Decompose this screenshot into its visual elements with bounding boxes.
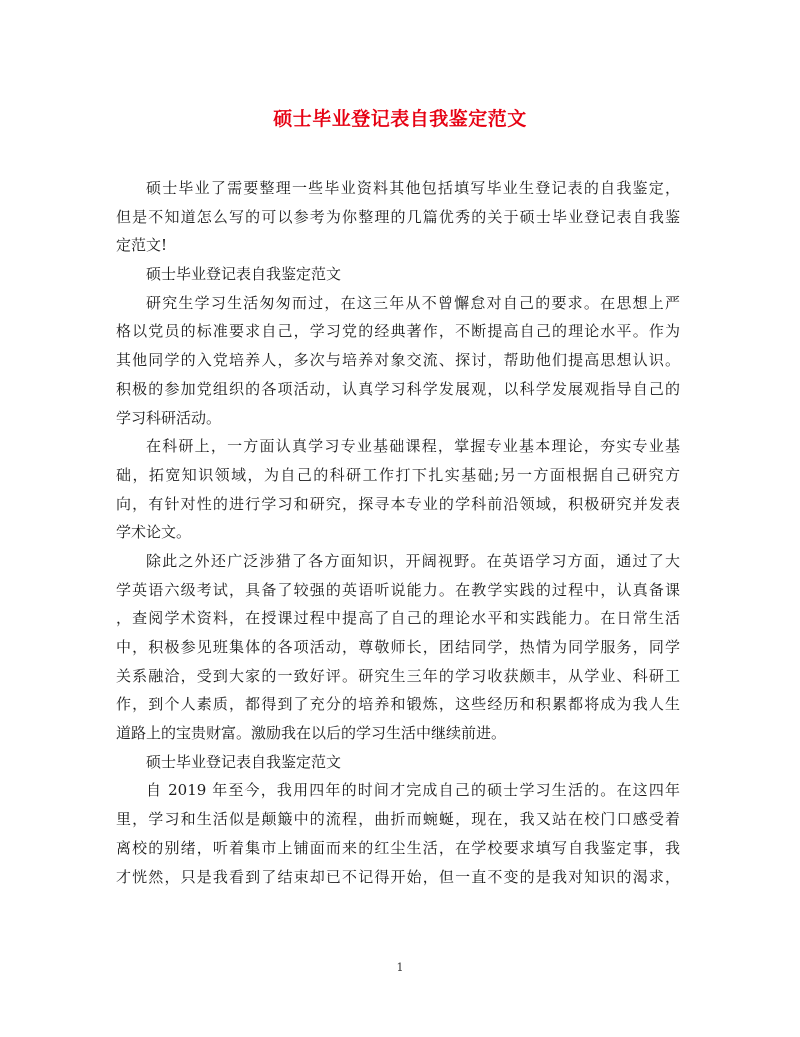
text-line: 中，积极参见班集体的各项活动，尊敬师长，团结同学，热情为同学服务，同学 bbox=[116, 638, 680, 656]
text-line: 道路上的宝贵财富。激励我在以后的学习生活中继续前进。 bbox=[116, 724, 507, 743]
text-line: 但是不知道怎么写的可以参考为你整理的几篇优秀的关于硕士毕业登记表自我鉴 bbox=[116, 207, 680, 226]
text-line: 础，拓宽知识领域，为自己的科研工作打下扎实基础;另一方面根据自己研究方 bbox=[116, 465, 680, 484]
text-line: 里，学习和生活似是颠簸中的流程，曲折而蜿蜒，现在，我又站在校门口感受着 bbox=[116, 810, 680, 829]
text-line: 学英语六级考试，具备了较强的英语听说能力。在教学实践的过程中，认真备课 bbox=[116, 580, 680, 599]
text-line: 硕士毕业了需要整理一些毕业资料其他包括填写毕业生登记表的自我鉴定， bbox=[146, 179, 680, 197]
document-body bbox=[116, 174, 680, 891]
text-line: 积极的参加党组织的各项活动，认真学习科学发展观，以科学发展观指导自己的 bbox=[116, 379, 680, 398]
text-line: 自 2019 年至今，我用四年的时间才完成自己的硕士学习生活的。在这四年 bbox=[146, 781, 680, 800]
text-line: 向，有针对性的进行学习和研究，探寻本专业的学科前沿领域，积极研究并发表 bbox=[116, 494, 680, 513]
text-line: 离校的别绪，听着集市上铺面而来的红尘生活，在学校要求填写自我鉴定事，我 bbox=[116, 838, 680, 857]
text-line: 除此之外还广泛涉猎了各方面知识，开阔视野。在英语学习方面，通过了大 bbox=[146, 551, 680, 570]
text-line: 硕士毕业登记表自我鉴定范文 bbox=[146, 752, 342, 771]
text-line: 研究生学习生活匆匆而过，在这三年从不曾懈怠对自己的要求。在思想上严 bbox=[146, 293, 680, 312]
text-line: 作，到个人素质，都得到了充分的培养和锻炼，这些经历和积累都将成为我人生 bbox=[116, 695, 680, 714]
page-number: 1 bbox=[396, 961, 404, 974]
text-line: 格以党员的标准要求自己，学习党的经典著作，不断提高自己的理论水平。作为 bbox=[116, 322, 680, 341]
document-title: 硕士毕业登记表自我鉴定范文 bbox=[273, 108, 527, 130]
text-line: 定范文! bbox=[116, 236, 168, 255]
text-line: 其他同学的入党培养人，多次与培养对象交流、探讨，帮助他们提高思想认识。 bbox=[116, 351, 680, 370]
text-line: 才恍然，只是我看到了结束却已不记得开始，但一直不变的是我对知识的渴求， bbox=[116, 867, 680, 886]
text-line: 硕士毕业登记表自我鉴定范文 bbox=[146, 265, 342, 284]
text-line: 学习科研活动。 bbox=[116, 408, 222, 427]
text-line: ，查阅学术资料，在授课过程中提高了自己的理论水平和实践能力。在日常生活 bbox=[116, 609, 680, 628]
text-line: 学术论文。 bbox=[116, 523, 192, 542]
text-line: 关系融洽，受到大家的一致好评。研究生三年的学习收获颇丰，从学业、科研工 bbox=[116, 666, 680, 685]
text-line: 在科研上，一方面认真学习专业基础课程，掌握专业基本理论，夯实专业基 bbox=[146, 437, 680, 456]
